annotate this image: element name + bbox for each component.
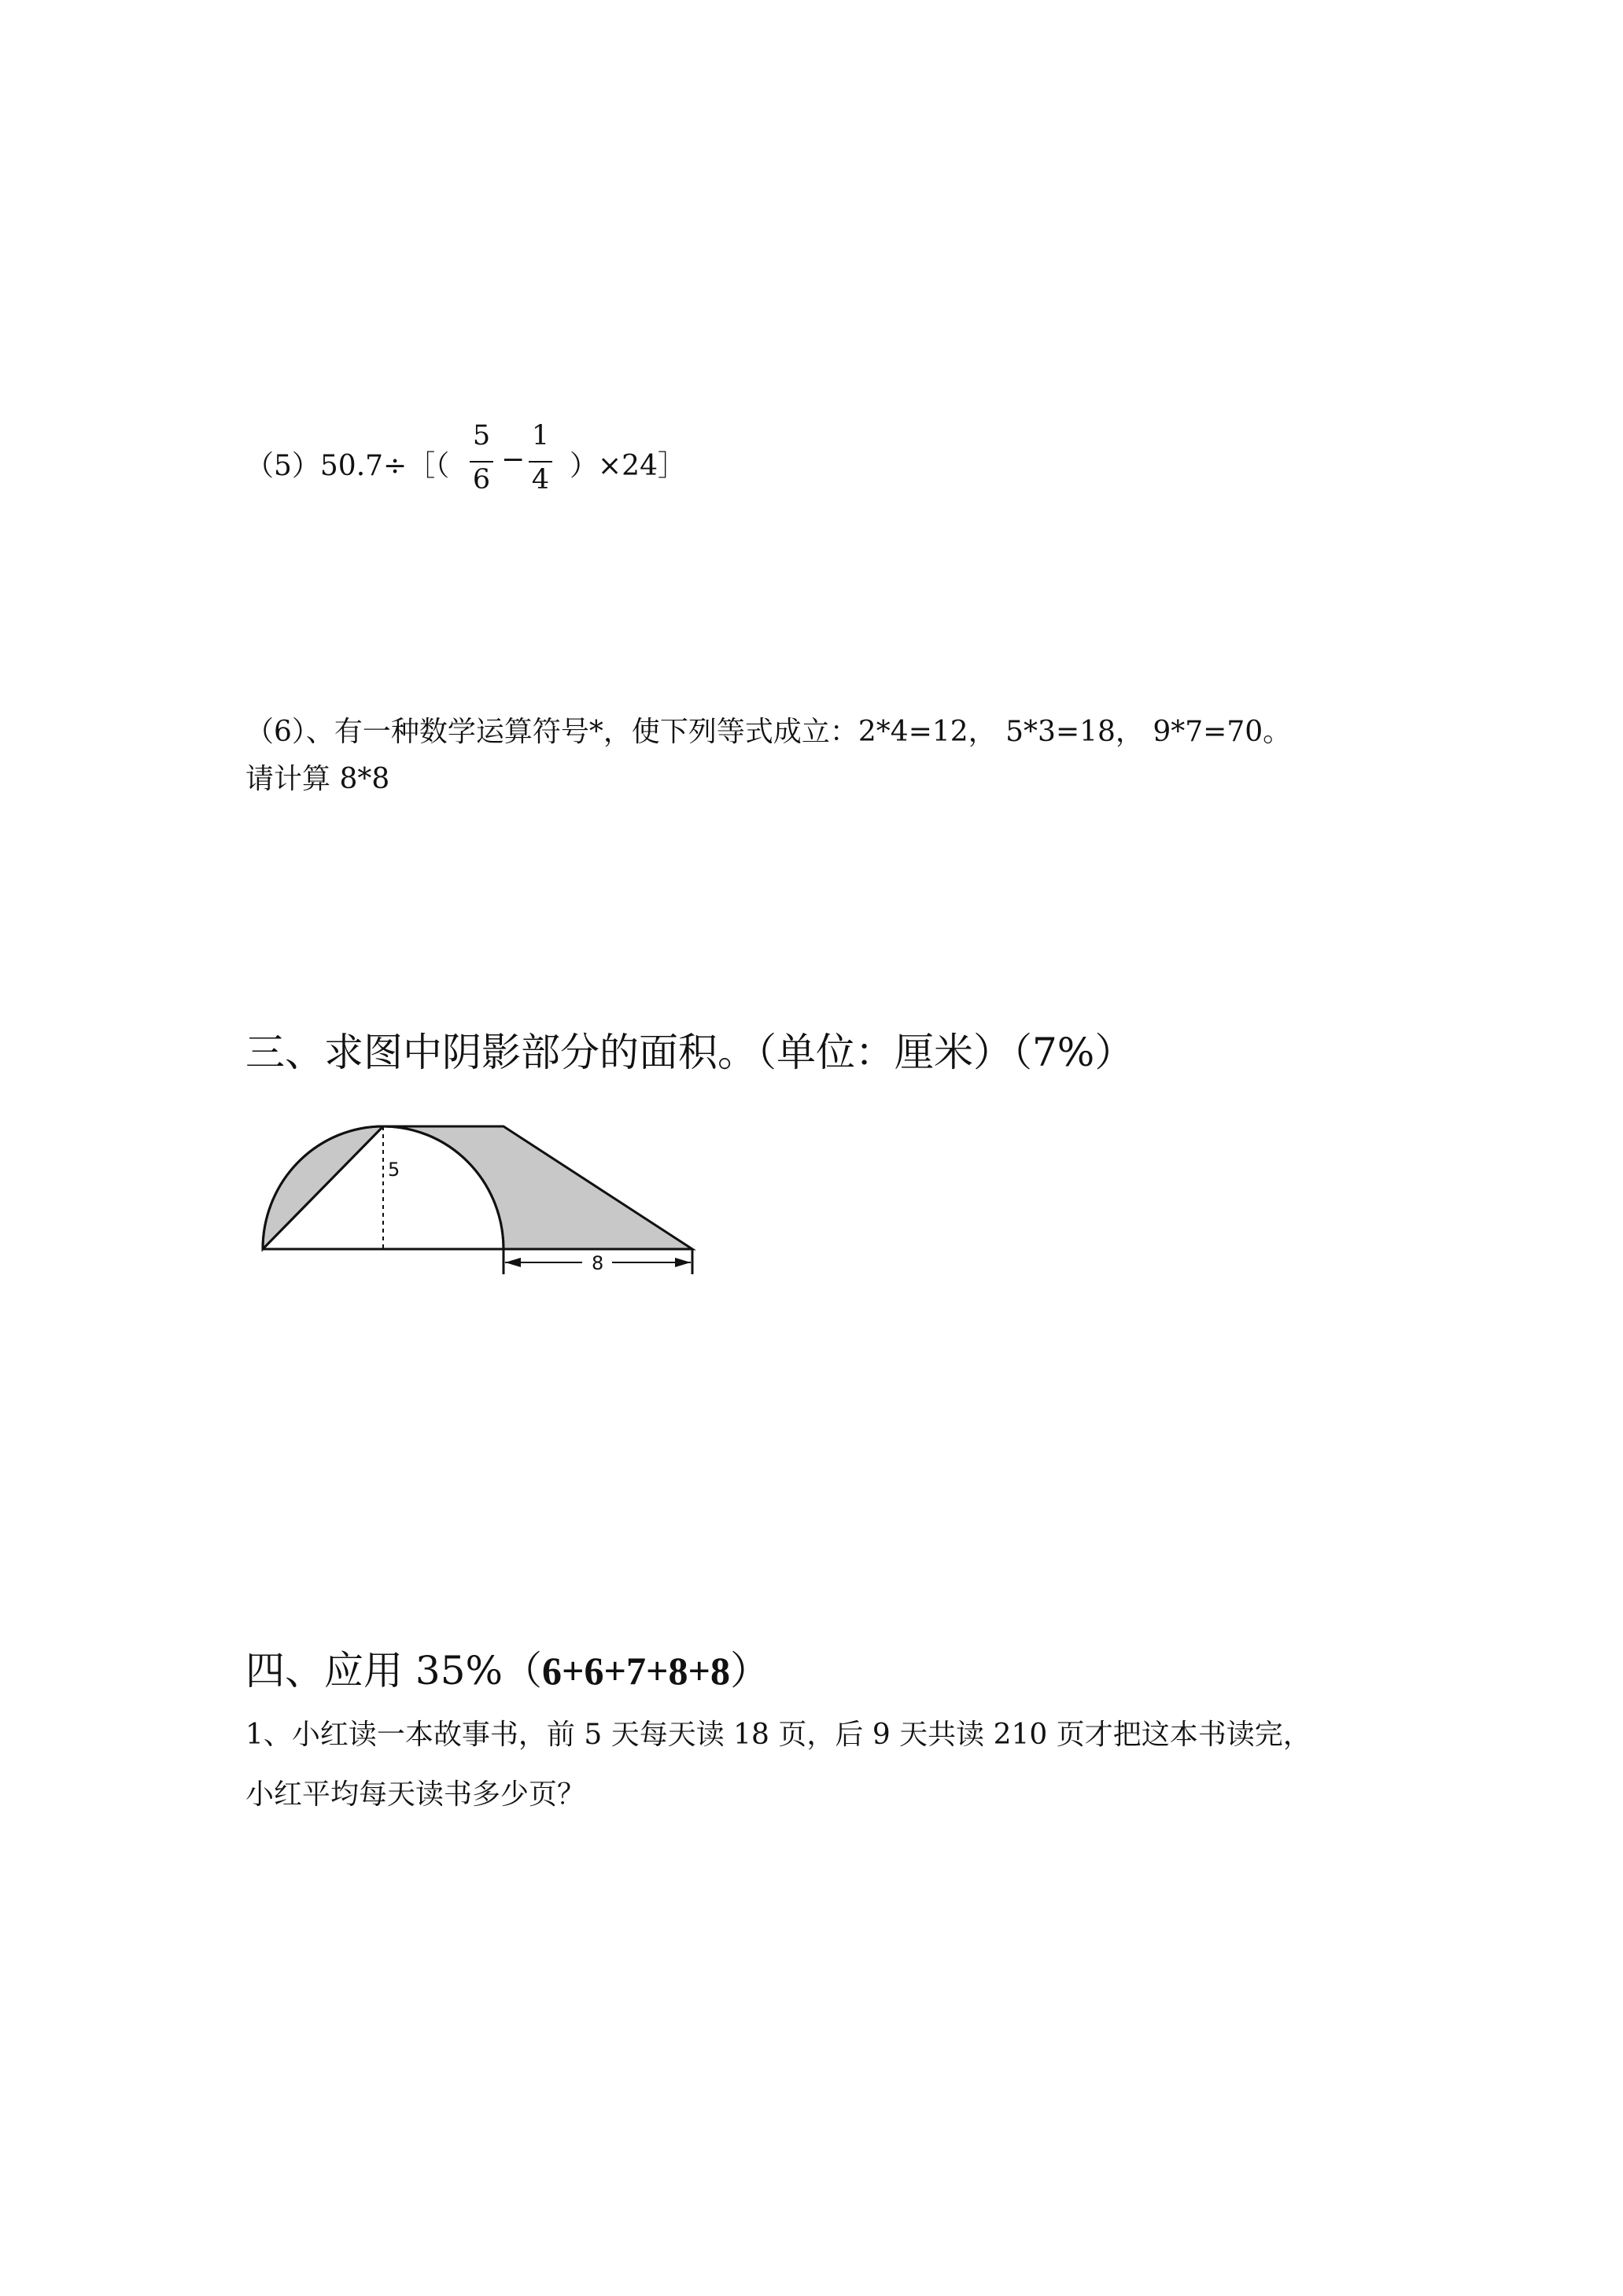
section-3-heading: 三、求图中阴影部分的面积。（单位：厘米）（7%）	[245, 1030, 1134, 1075]
height-label: 5	[388, 1159, 400, 1181]
question-6-line-1: （6）、有一种数学运算符号*，使下列等式成立：2*4=12， 5*3=18， 9*7=70。	[245, 716, 1292, 748]
shaded-region-right	[383, 1126, 692, 1249]
question-5	[245, 420, 717, 514]
section-4-heading-suffix: ）	[730, 1648, 769, 1693]
problem-1-line-1: 1、小红读一本故事书，前 5 天每天读 18 页，后 9 天共读 210 页才把这本书读完，	[245, 1719, 1311, 1751]
section-4-heading-prefix: 四、应用 35%（	[245, 1648, 543, 1693]
section-4-heading-bold: 6+6+7+8+8	[542, 1649, 730, 1693]
fraction-denominator: 6	[472, 464, 491, 496]
fraction-numerator: 5	[472, 420, 491, 451]
q5-suffix: ）×24］	[570, 450, 686, 482]
arrow-right-icon	[675, 1258, 691, 1267]
question-6-line-2: 请计算 8*8	[245, 763, 390, 795]
q5-minus: −	[501, 444, 526, 476]
fraction-denominator: 4	[531, 464, 550, 496]
section-4-heading	[245, 1639, 769, 1696]
fraction-numerator: 1	[531, 420, 550, 451]
base-label: 8	[592, 1252, 604, 1274]
arrow-left-icon	[505, 1258, 521, 1267]
fraction-bar	[529, 461, 552, 463]
fraction-bar	[470, 461, 493, 463]
problem-1-line-2: 小红平均每天读书多少页？	[245, 1778, 586, 1811]
shaded-area-figure	[252, 1117, 708, 1282]
q5-prefix: （5）50.7÷［（	[245, 450, 450, 482]
